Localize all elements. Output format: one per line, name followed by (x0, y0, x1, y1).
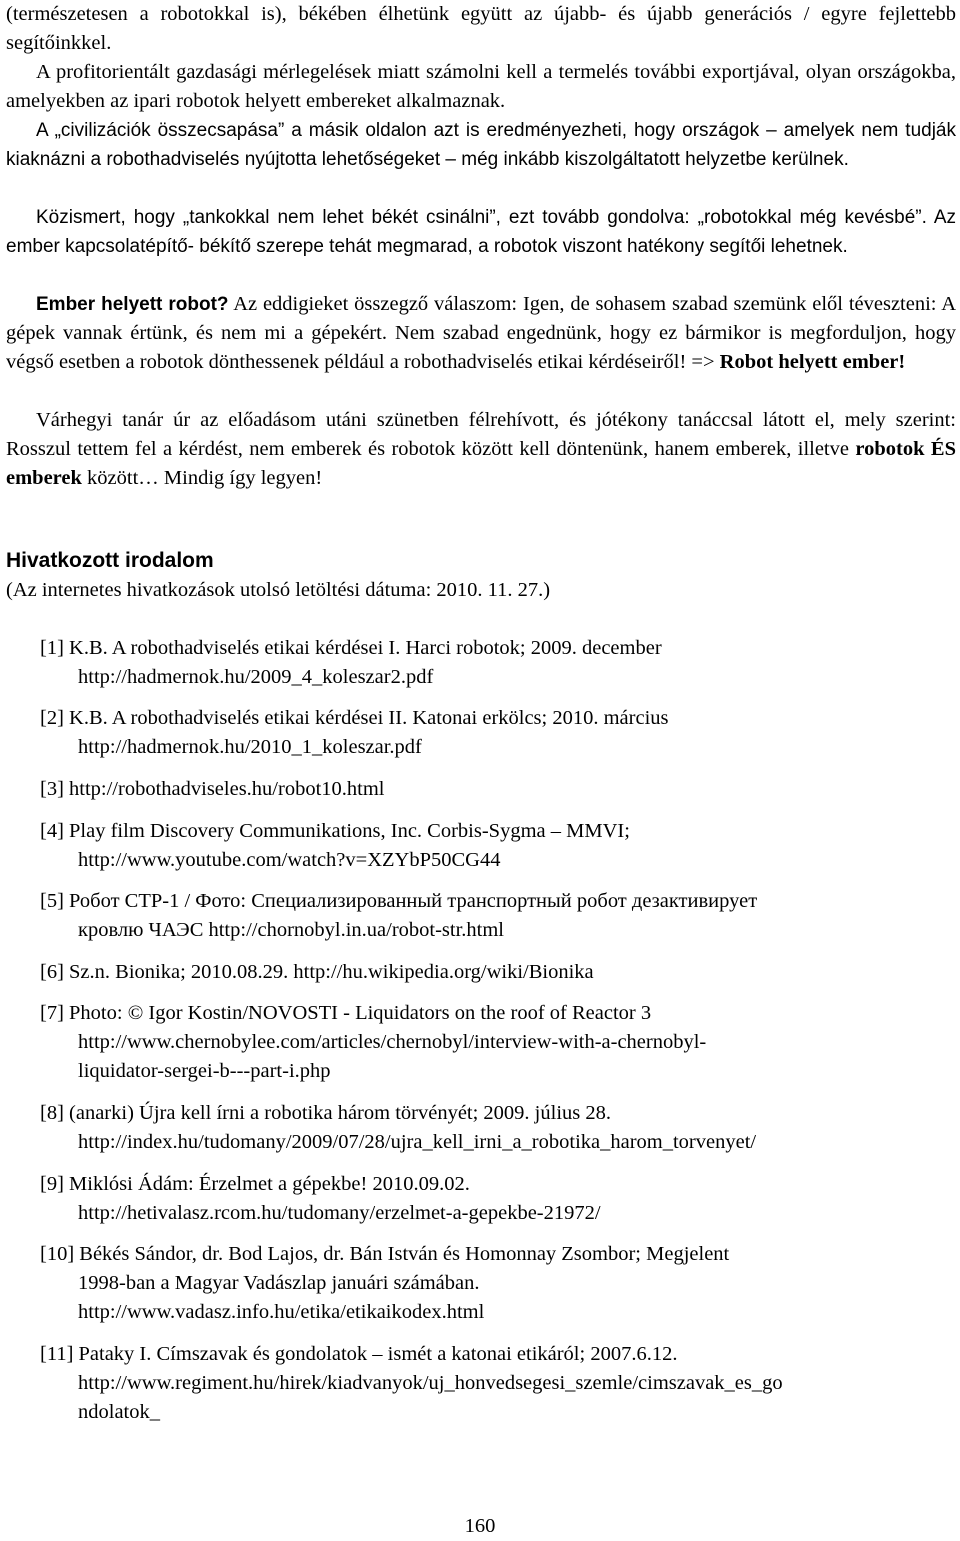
reference-text: [1] K.B. A robothadviselés etikai kérdései I. Harci robotok; 2009. december (40, 637, 662, 659)
reference-item-7 (40, 999, 950, 1086)
reference-url: http://hadmernok.hu/2010_1_koleszar.pdf (78, 736, 422, 758)
reference-url: 1998-ban a Magyar Vadászlap januári számában. (78, 1272, 480, 1294)
reference-text: [5] Робот СТР-1 / Фото: Специализированный транспортный робот дезактивирует (40, 890, 758, 912)
paragraph-varhegyi (6, 406, 956, 493)
reference-item-4 (40, 817, 950, 875)
paragraph-civilizations: A „civilizációk összecsapása” a másik oldalon azt is eredményezheti, hogy országok – amelyek nem tudják kiaknázni a robothadviselés nyújtotta lehetőségeket – még inkább kiszolgáltatott helyzetbe kerülnek. (6, 120, 956, 170)
reference-item-1 (40, 634, 950, 692)
references-note: (Az internetes hivatkozások utolsó letöltési dátuma: 2010. 11. 27.) (6, 579, 551, 601)
page-number: 160 (464, 1515, 496, 1537)
reference-text: [10] Békés Sándor, dr. Bod Lajos, dr. Bán István és Homonnay Zsombor; Megjelent (40, 1243, 730, 1265)
reference-url: кровлю ЧАЭС http://chornobyl.in.ua/robot-str.html (78, 919, 505, 941)
reference-url: http://hetivalasz.rcom.hu/tudomany/erzelmet-a-gepekbe-21972/ (78, 1202, 601, 1224)
reference-item-10 (40, 1240, 950, 1327)
varhegyi-text-c: között… Mindig így legyen! (81, 467, 323, 489)
reference-text: [4] Play film Discovery Communikations, Inc. Corbis-Sygma – MMVI; (40, 820, 630, 842)
reference-text: [11] Pataky I. Címszavak és gondolatok – ismét a katonai etikáról; 2007.6.12. (40, 1343, 678, 1365)
reference-text: [9] Miklósi Ádám: Érzelmet a gépekbe! 2010.09.02. (40, 1173, 470, 1195)
reference-text: [7] Photo: © Igor Kostin/NOVOSTI - Liquidators on the roof of Reactor 3 (40, 1002, 652, 1024)
paragraph-tanks: Közismert, hogy „tankokkal nem lehet békét csinálni”, ezt tovább gondolva: „robotokkal még kevésbé”. Az ember kapcsolatépítő- békítő szerepe tehát megmarad, a robotok viszont hatékony segítői lehetnek. (6, 207, 956, 257)
reference-url: http://www.regiment.hu/hirek/kiadvanyok/uj_honvedsegesi_szemle/cimszavak_es_go (78, 1372, 783, 1394)
bold-question: Ember helyett robot? (36, 294, 229, 315)
varhegyi-text-a: Várhegyi tanár úr az előadásom utáni szünetben félrehívott, és jótékony tanáccsal látott el, mely szerint: Rosszul tettem fel a kérdést, nem emberek és robotok között kell döntenünk, hanem emberek, illetve (6, 409, 956, 460)
reference-text: [8] (anarki) Újra kell írni a robotika három törvényét; 2009. július 28. (40, 1102, 611, 1124)
reference-text: [6] Sz.n. Bionika; 2010.08.29. http://hu.wikipedia.org/wiki/Bionika (40, 961, 594, 983)
references-heading: Hivatkozott irodalom (6, 549, 214, 572)
reference-url: http://index.hu/tudomany/2009/07/28/ujra_kell_irni_a_robotika_harom_torvenyet/ (78, 1131, 757, 1153)
reference-item-8 (40, 1099, 950, 1157)
paragraph-conclusion (6, 290, 956, 377)
reference-item-2 (40, 704, 950, 762)
reference-item-9 (40, 1170, 950, 1228)
reference-url: http://www.chernobylee.com/articles/chernobyl/interview-with-a-chernobyl- (78, 1031, 707, 1053)
paragraph-profit: A profitorientált gazdasági mérlegelések miatt számolni kell a termelés további exportjával, olyan országokba, amelyekben az ipari robotok helyett embereket alkalmaznak. (6, 61, 956, 112)
reference-url-continued: liquidator-sergei-b---part-i.php (78, 1060, 331, 1082)
reference-text: [2] K.B. A robothadviselés etikai kérdései II. Katonai erkölcs; 2010. március (40, 707, 669, 729)
conclusion-text: Az eddigieket összegző válaszom: Igen, de sohasem szabad szemünk elől téveszteni: A gépek vannak értünk, és nem mi a gépekért. Nem szabad engednünk, hogy ez bármikor is megforduljon, hogy végső esetben a robotok dönthessenek például a robothadviselés etikai kérdéseiről! => (6, 293, 956, 373)
reference-url-continued: ndolatok_ (78, 1401, 160, 1423)
reference-item-11 (40, 1340, 950, 1427)
bold-answer: Robot helyett ember! (719, 351, 906, 373)
reference-url: http://www.youtube.com/watch?v=XZYbP50CG44 (78, 849, 501, 871)
reference-url: http://hadmernok.hu/2009_4_koleszar2.pdf (78, 666, 434, 688)
reference-text: [3] http://robothadviseles.hu/robot10.html (40, 778, 385, 800)
reference-item-6 (40, 958, 950, 987)
paragraph-continuation: (természetesen a robotokkal is), békében élhetünk együtt az újabb- és újabb generációs / egyre fejlettebb segítőinkkel. (6, 3, 956, 54)
reference-item-3 (40, 775, 950, 804)
reference-item-5 (40, 887, 950, 945)
reference-url-continued: http://www.vadasz.info.hu/etika/etikaikodex.html (78, 1301, 485, 1323)
bold-robots-and-humans: robotok ÉS emberek (6, 438, 957, 489)
